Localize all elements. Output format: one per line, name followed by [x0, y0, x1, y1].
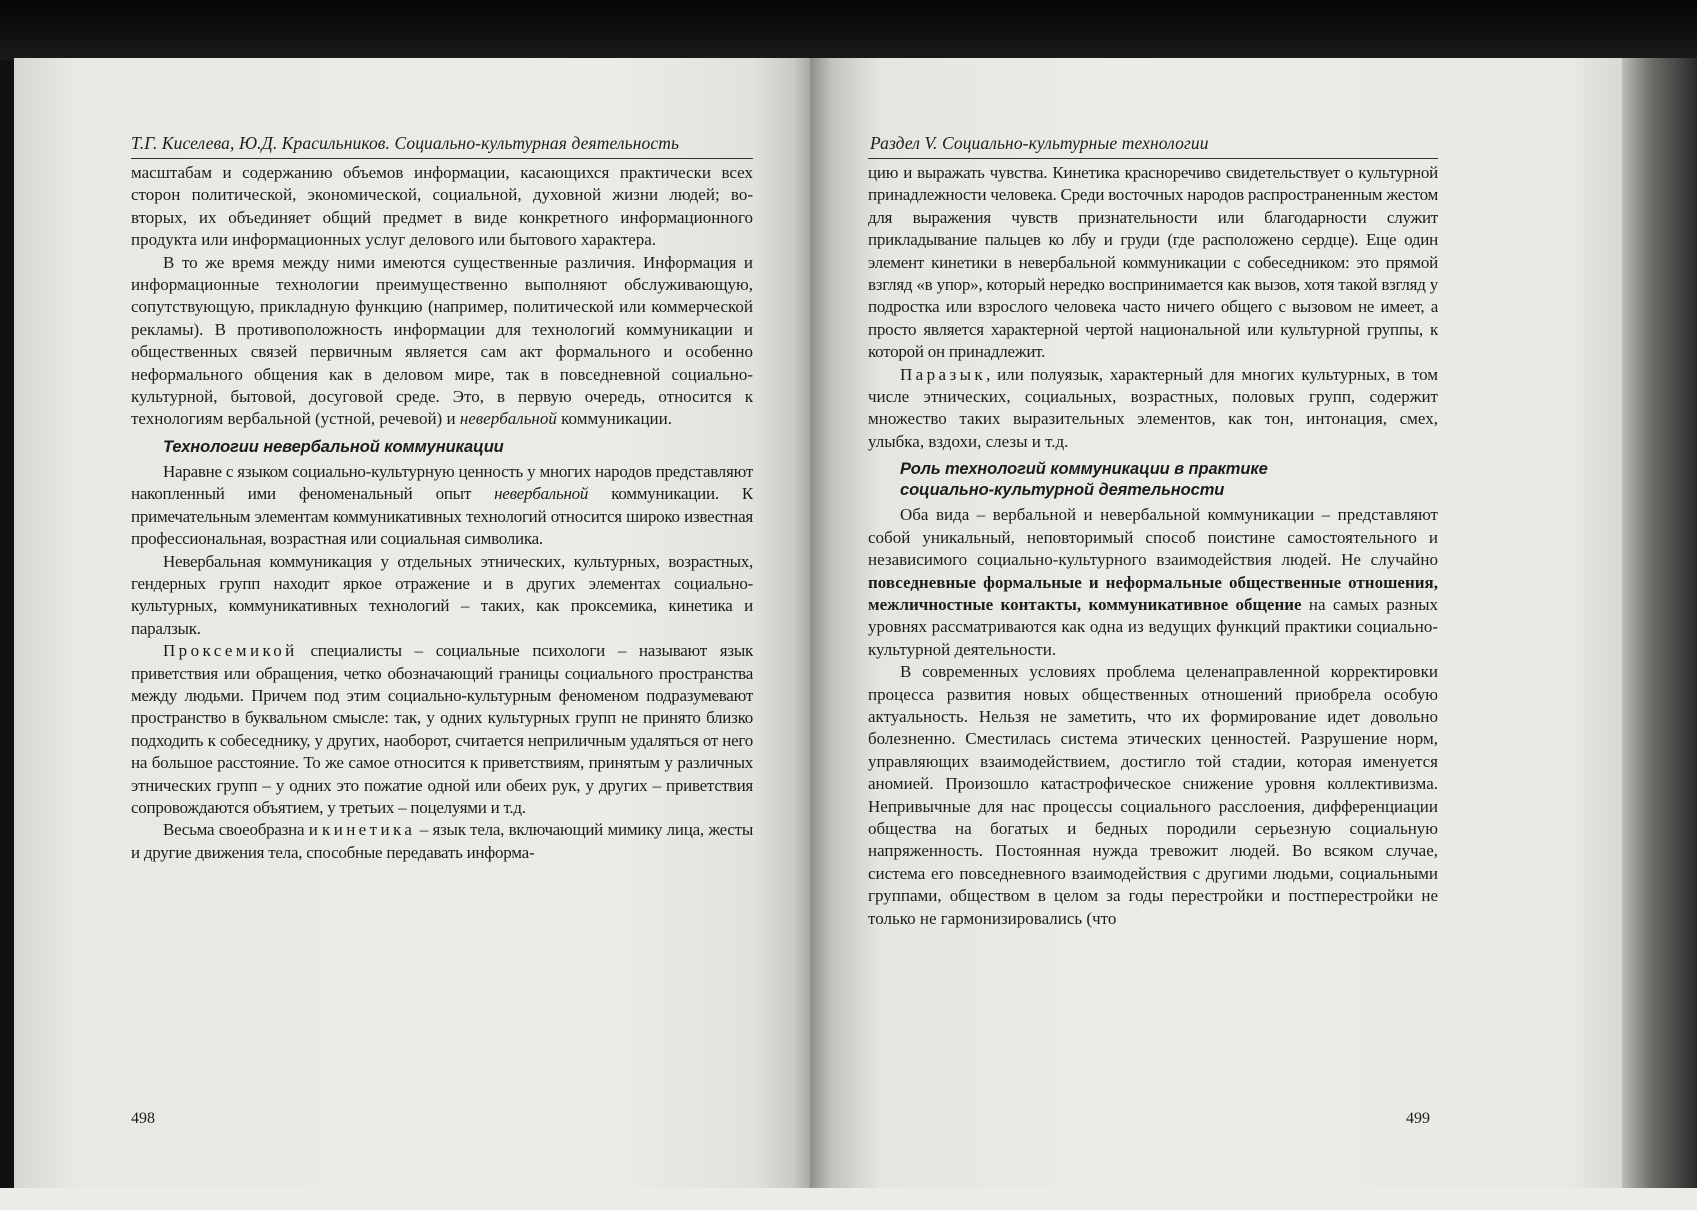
- right-bold-phrase: повседневные формальные и неформальные общественные отношения, межличностные контакты, коммуникативное общение: [868, 572, 1438, 614]
- left-italic-nonverbal-1: невербальной: [459, 409, 557, 429]
- left-spaced-proxemics: Проксемикой: [163, 641, 298, 661]
- right-section-heading: [900, 459, 1438, 501]
- left-paragraph-2: [131, 252, 753, 431]
- left-paragraph-4: Невербальная коммуникация у отдельных этнических, культурных, возрастных, гендерных групп находит яркое отражение и в других элементах социально-культурных, коммуникативных технологий – таких, как проксемика, кинетика и паралзык.: [131, 551, 753, 638]
- right-paragraph-4: В современных условиях проблема целенаправленной корректировки процесса развития новых общественных отношений приобрела особую актуальность. Нельзя не заметить, что их формирование идет довольно болезненно. Сместилась система этических ценностей. Разрушение норм, управляющих взаимодействием, достигло той стадии, которая именуется аномией. Произошло катастрофическое снижение уровня коллективизма. Непривычные для нас процессы социального расслоения, дифференциации общества на богатых и бедных породили серьезную социальную напряженность. Постоянная нужда тревожит людей. Во всяком случае, система его повседневного взаимодействия с другими людьми, социальными группами, обществом в целом за годы перестройки и постперестройки не только не гармонизировались (что: [868, 662, 1438, 928]
- scanner-background-bottom: [0, 1188, 1697, 1210]
- left-page-number: 498: [131, 1110, 155, 1127]
- right-paragraph-2: [868, 364, 1438, 454]
- book-edge-shadow: [1622, 58, 1697, 1188]
- right-paragraph-3-start: Оба вида – вербальной и невербальной коммуникации – представляют собой уникальный, неповторимый способ поистине самостоятельного и независимого социально-культурного взаимодействия людей. Не случайно: [868, 505, 1438, 570]
- left-paragraph-6-start: Весьма своеобразна и: [163, 820, 323, 840]
- left-spaced-kinetics: кинетика: [322, 820, 416, 840]
- right-heading-line-2: социально-культурной деятельности: [900, 481, 1225, 500]
- right-paragraph-3: [868, 504, 1438, 661]
- left-paragraph-3-text: Наравне с языком социально-культурную ценность у многих народов представляют накопленный ими феноменальный опыт: [131, 461, 753, 504]
- left-paragraph-2-text: В то же время между ними имеются существенные различия. Информация и информационные технологии преимущественно выполняют обслуживающую, сопутствующую, прикладную функцию (например, политической или коммерческой рекламы). В противоположность информации для технологий коммуникации и общественных связей первичным является сам акт формального и особенно неформального общения как в деловом мире, так в повседневной социально-культурной, бытовой, досуговой среде. Это, в первую очередь, относится к технологиям вербальной (устной, речевой) и: [131, 252, 753, 429]
- left-paragraph-5-text: специалисты – социальные психологи – называют язык приветствия или обращения, четко обозначающий границы социального пространства между людьми. Причем под этим социально-культурным феноменом подразумевают пространство в буквальном смысле: так, у одних культурных групп не принято близко подходить к собеседнику, у других, наоборот, считается неприличным удаляться от него на большое расстояние. То же самое относится к приветствиям, принятым у различных этнических групп – у одних это пожатие одной или обеих рук, у других – приветствия сопровождаются объятием, у третьих – поцелуями и т.д.: [131, 641, 753, 817]
- left-paragraph-6-text: – язык тела, включающий мимику лица, жесты и другие движения тела, способные передавать информа-: [131, 820, 753, 862]
- left-italic-nonverbal-2: невербальной: [494, 484, 589, 504]
- right-header-rule: [868, 158, 1438, 159]
- left-page-body: [131, 162, 753, 864]
- right-paragraph-1: цию и выражать чувства. Кинетика красноречиво свидетельствует о культурной принадлежности человека. Среди восточных народов распространенным жестом для выражения чувств признательности или благодарности служит прикладывание пальцев ко лбу и груди (где расположено сердце). Еще один элемент кинетики в невербальной коммуникации с собеседником: это прямой взгляд «в упор», который нередко воспринимается как вызов, хотя такой взгляд у подростка или взрослого человека часто ничего общего с вызовом не имеет, а просто является характерной чертой национальной или культурной группы, к которой он принадлежит.: [868, 163, 1438, 362]
- left-paragraph-1: масштабам и содержанию объемов информации, касающихся практически всех сторон политической, экономической, социальной, духовной жизни людей; во-вторых, их объединяет общий предмет в виде конкретного информационного продукта или информационных услуг делового или бытового характера.: [131, 163, 753, 250]
- right-page: [810, 58, 1622, 1188]
- right-spaced-paralanguage: Паразык: [900, 364, 987, 384]
- right-running-header: Раздел V. Социально-культурные технологии: [870, 133, 1209, 153]
- right-paragraph-2-text: , или полуязык, характерный для многих культурных, в том числе этнических, социальных, возрастных, половых групп, содержит множество таких выразительных элементов, как тон, интонация, смех, улыбка, вздохи, слезы и т.д.: [868, 364, 1438, 451]
- left-paragraph-5: [131, 640, 753, 819]
- left-page: [14, 58, 810, 1188]
- right-page-number: 499: [1406, 1110, 1430, 1127]
- left-paragraph-2-tail: коммуникации.: [556, 409, 672, 429]
- left-header-rule: [131, 158, 753, 159]
- left-section-heading: Технологии невербальной коммуникации: [163, 437, 504, 456]
- left-running-header: Т.Г. Киселева, Ю.Д. Красильников. Социально-культурная деятельность: [131, 133, 680, 153]
- right-paragraph-3-tail: на самых разных уровнях рассматриваются как одна из ведущих функций практики социально-культурной деятельности.: [868, 594, 1438, 659]
- scanner-background-top: [0, 0, 1697, 60]
- left-paragraph-3: [131, 461, 753, 551]
- left-paragraph-6: [131, 819, 753, 864]
- right-page-body: [868, 162, 1438, 930]
- left-paragraph-3-tail: коммуникации. К примечательным элементам коммуникативных технологий относится широко известная профессиональная, возрастная или социальная символика.: [131, 484, 753, 549]
- right-heading-line-1: Роль технологий коммуникации в практике: [900, 460, 1268, 479]
